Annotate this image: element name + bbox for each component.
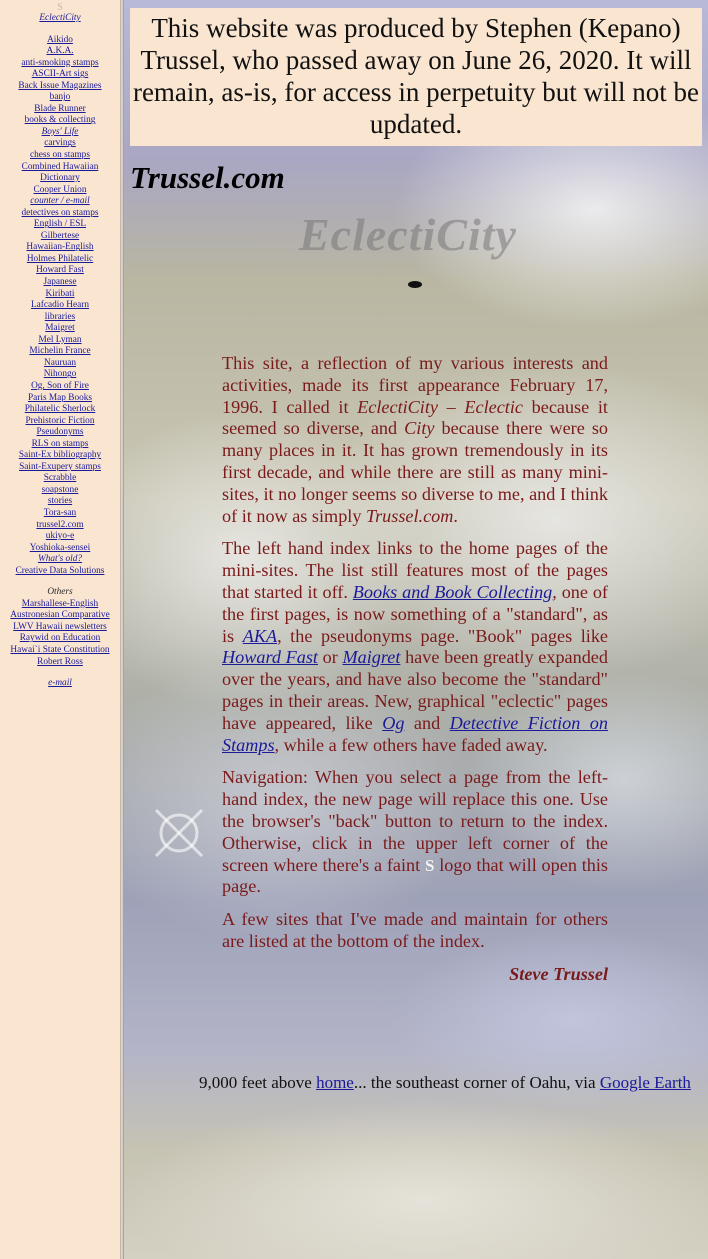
sidebar-link-michelin-france[interactable]: Michelin France bbox=[29, 346, 91, 357]
sidebar-link-lwv-hawaii-newsletters[interactable]: LWV Hawaii newsletters bbox=[13, 621, 107, 632]
eclecticity-home-link[interactable]: EclectiCity bbox=[39, 13, 81, 23]
sidebar-link-dictionary[interactable]: Dictionary bbox=[40, 173, 80, 184]
sidebar-link-libraries[interactable]: libraries bbox=[44, 311, 76, 322]
paragraph-text: This site, a reflection of my various interests and activities, made its first appearance February 17, 1996. I called it bbox=[222, 353, 608, 417]
sidebar-link-stories[interactable]: stories bbox=[47, 496, 73, 507]
navigation-text-before: Navigation: When you select a page from the left-hand index, the new page will replace this one. Use the browser's "back" button to return to the index. Otherwise, click in the upper left corner of the screen where there's a faint bbox=[222, 767, 608, 875]
sidebar-link-counter-e-mail[interactable]: counter / e-mail bbox=[30, 196, 90, 207]
link-aka[interactable]: AKA bbox=[242, 625, 278, 646]
sidebar-link-austronesian-comparative[interactable]: Austronesian Comparative bbox=[10, 610, 110, 621]
sidebar-link-saint-exupery-stamps[interactable]: Saint-Exupery stamps bbox=[19, 461, 101, 472]
sidebar-link-tora-san[interactable]: Tora-san bbox=[43, 507, 77, 518]
emphasis-trussel-com: Trussel.com bbox=[365, 505, 454, 526]
sidebar-link-saint-ex-bibliography[interactable]: Saint-Ex bibliography bbox=[18, 450, 102, 461]
sidebar-link-scrabble[interactable]: Scrabble bbox=[43, 473, 77, 484]
sidebar-link-combined-hawaiian[interactable]: Combined Hawaiian bbox=[21, 161, 99, 172]
sidebar-link-soapstone[interactable]: soapstone bbox=[41, 484, 79, 495]
s-logo-icon[interactable]: S bbox=[57, 2, 63, 13]
paragraph-text: or bbox=[317, 647, 343, 668]
sidebar-link-blade-runner[interactable]: Blade Runner bbox=[34, 103, 86, 114]
others-paragraph: A few sites that I've made and maintain for others are listed at the bottom of the index. bbox=[222, 909, 608, 951]
sidebar-link-boys-life[interactable]: Boys' Life bbox=[41, 126, 79, 137]
sidebar-link-creative-data-solutions[interactable]: Creative Data Solutions bbox=[15, 565, 105, 576]
sidebar-link-japanese[interactable]: Japanese bbox=[43, 277, 77, 288]
intro-text bbox=[222, 353, 608, 986]
paragraph-text: , the pseudonyms page. "Book" pages like bbox=[277, 625, 608, 646]
intro-paragraph-2 bbox=[222, 538, 608, 756]
caption-text-before: 9,000 feet above bbox=[199, 1073, 317, 1092]
memorial-notice: This website was produced by Stephen (Kepano) Trussel, who passed away on June 26, 2020. It will remain, as-is, for access in perpetuity but will not be updated. bbox=[130, 8, 702, 146]
sidebar-link-marshallese-english[interactable]: Marshallese-English bbox=[21, 598, 99, 609]
site-brand-title: Trussel.com bbox=[130, 160, 285, 195]
signature: Steve Trussel bbox=[509, 963, 608, 984]
sidebar-link-back-issue-magazines[interactable]: Back Issue Magazines bbox=[18, 80, 102, 91]
compass-icon bbox=[150, 806, 208, 860]
spacer bbox=[0, 25, 120, 35]
sidebar-link-mel-lyman[interactable]: Mel Lyman bbox=[38, 334, 82, 345]
sidebar-link-hawai-i-state-constitution[interactable]: Hawai`i State Constitution bbox=[10, 644, 110, 655]
left-index-frame bbox=[0, 0, 120, 1259]
sidebar-link-gilbertese[interactable]: Gilbertese bbox=[40, 230, 80, 241]
link-books-and-book-collecting[interactable]: Books and Book Collecting bbox=[352, 581, 553, 602]
sidebar-link-a-k-a[interactable]: A.K.A. bbox=[46, 46, 74, 57]
sidebar-link-kiribati[interactable]: Kiribati bbox=[45, 288, 75, 299]
google-earth-link[interactable]: Google Earth bbox=[599, 1073, 691, 1092]
sidebar-link-paris-map-books[interactable]: Paris Map Books bbox=[27, 392, 93, 403]
sidebar-link-philatelic-sherlock[interactable]: Philatelic Sherlock bbox=[24, 404, 96, 415]
sidebar-link-holmes-philatelic[interactable]: Holmes Philatelic bbox=[26, 253, 94, 264]
link-howard-fast[interactable]: Howard Fast bbox=[222, 647, 318, 668]
main-frame bbox=[124, 0, 708, 1259]
sidebar-link-chess-on-stamps[interactable]: chess on stamps bbox=[30, 150, 90, 161]
paragraph-text: have been greatly expanded over the years, and have also become the "standard" pages in their areas. New, graphical "eclectic" pages have appeared, like bbox=[222, 647, 608, 733]
sidebar-link-hawaiian-english[interactable]: Hawaiian-English bbox=[26, 242, 94, 253]
sidebar-link-cooper-union[interactable]: Cooper Union bbox=[33, 184, 87, 195]
sidebar-link-books-collecting[interactable]: books & collecting bbox=[24, 115, 96, 126]
sidebar-link-trussel2-com[interactable]: trussel2.com bbox=[36, 519, 84, 530]
faint-s-logo-icon: S bbox=[424, 855, 435, 875]
paragraph-text: . bbox=[453, 505, 458, 526]
spacer bbox=[0, 668, 120, 678]
home-link[interactable]: home bbox=[316, 1073, 354, 1092]
paragraph-text: The left hand index links to the home pages of the mini-sites. The list still features most of the pages that started it off. bbox=[222, 538, 608, 602]
emphasis-city: City bbox=[404, 418, 435, 439]
spacer bbox=[0, 577, 120, 587]
intro-paragraph-1 bbox=[222, 353, 608, 527]
paragraph-text: because it seemed so diverse, and bbox=[222, 396, 608, 439]
sidebar-link-nihongo[interactable]: Nihongo bbox=[43, 369, 77, 380]
sidebar-link-maigret[interactable]: Maigret bbox=[45, 323, 75, 334]
link-og[interactable]: Og bbox=[382, 712, 405, 733]
paragraph-text: , while a few others have faded away. bbox=[274, 734, 548, 755]
paragraph-text: because there were so many places in it. It has grown tremendously in its first decade, and while there are still as many mini-sites, it no longer seems so diverse to me, and I think of it now as simply bbox=[222, 418, 608, 526]
sidebar-link-og-son-of-fire[interactable]: Og, Son of Fire bbox=[31, 380, 89, 391]
paragraph-text: – bbox=[437, 396, 465, 417]
sidebar-link-what-s-old[interactable]: What's old? bbox=[37, 554, 83, 565]
others-links bbox=[0, 599, 120, 668]
emphasis-eclecticity: EclectiCity bbox=[357, 396, 438, 417]
paragraph-text: and bbox=[404, 712, 450, 733]
sidebar-link-carvings[interactable]: carvings bbox=[44, 138, 76, 149]
link-maigret[interactable]: Maigret bbox=[342, 647, 401, 668]
sidebar-link-pseudonyms[interactable]: Pseudonyms bbox=[36, 427, 84, 438]
sidebar-link-howard-fast[interactable]: Howard Fast bbox=[36, 265, 84, 276]
caption-text-middle: ... the southeast corner of Oahu, via bbox=[353, 1073, 600, 1092]
navigation-text-after: logo that will open this page. bbox=[222, 854, 608, 897]
sidebar-link-raywid-on-education[interactable]: Raywid on Education bbox=[19, 633, 101, 644]
sidebar-link-anti-smoking-stamps[interactable]: anti-smoking stamps bbox=[21, 57, 99, 68]
sidebar-link-ukiyo-e[interactable]: ukiyo-e bbox=[45, 531, 75, 542]
sidebar-links bbox=[0, 35, 120, 578]
eclecticity-watermark: EclectiCity bbox=[299, 209, 517, 260]
sidebar-link-lafcadio-hearn[interactable]: Lafcadio Hearn bbox=[30, 300, 90, 311]
sidebar-link-detectives-on-stamps[interactable]: detectives on stamps bbox=[21, 207, 99, 218]
sidebar-link-robert-ross[interactable]: Robert Ross bbox=[37, 656, 83, 667]
emphasis-eclectic: Eclectic bbox=[464, 396, 523, 417]
navigation-paragraph bbox=[222, 767, 608, 898]
sidebar-link-yoshioka-sensei[interactable]: Yoshioka-sensei bbox=[29, 542, 91, 553]
sidebar-link-aikido[interactable]: Aikido bbox=[47, 34, 73, 45]
sidebar-link-nauruan[interactable]: Nauruan bbox=[43, 357, 76, 368]
sidebar-link-ascii-art-sigs[interactable]: ASCII-Art sigs bbox=[31, 69, 89, 80]
email-link[interactable]: e-mail bbox=[48, 678, 72, 689]
sidebar-link-english-esl[interactable]: English / ESL bbox=[33, 219, 87, 230]
sidebar-link-rls-on-stamps[interactable]: RLS on stamps bbox=[31, 438, 89, 449]
paragraph-text: , one of the first pages, is now something of a "standard", as is bbox=[222, 581, 608, 646]
sidebar-link-prehistoric-fiction[interactable]: Prehistoric Fiction bbox=[25, 415, 95, 426]
others-heading: Others bbox=[47, 587, 73, 598]
sidebar-link-banjo[interactable]: banjo bbox=[49, 92, 71, 103]
link-detective-fiction-on-stamps[interactable]: Detective Fiction on Stamps bbox=[222, 712, 608, 755]
image-caption bbox=[199, 1073, 691, 1093]
location-marker-icon bbox=[408, 281, 422, 288]
